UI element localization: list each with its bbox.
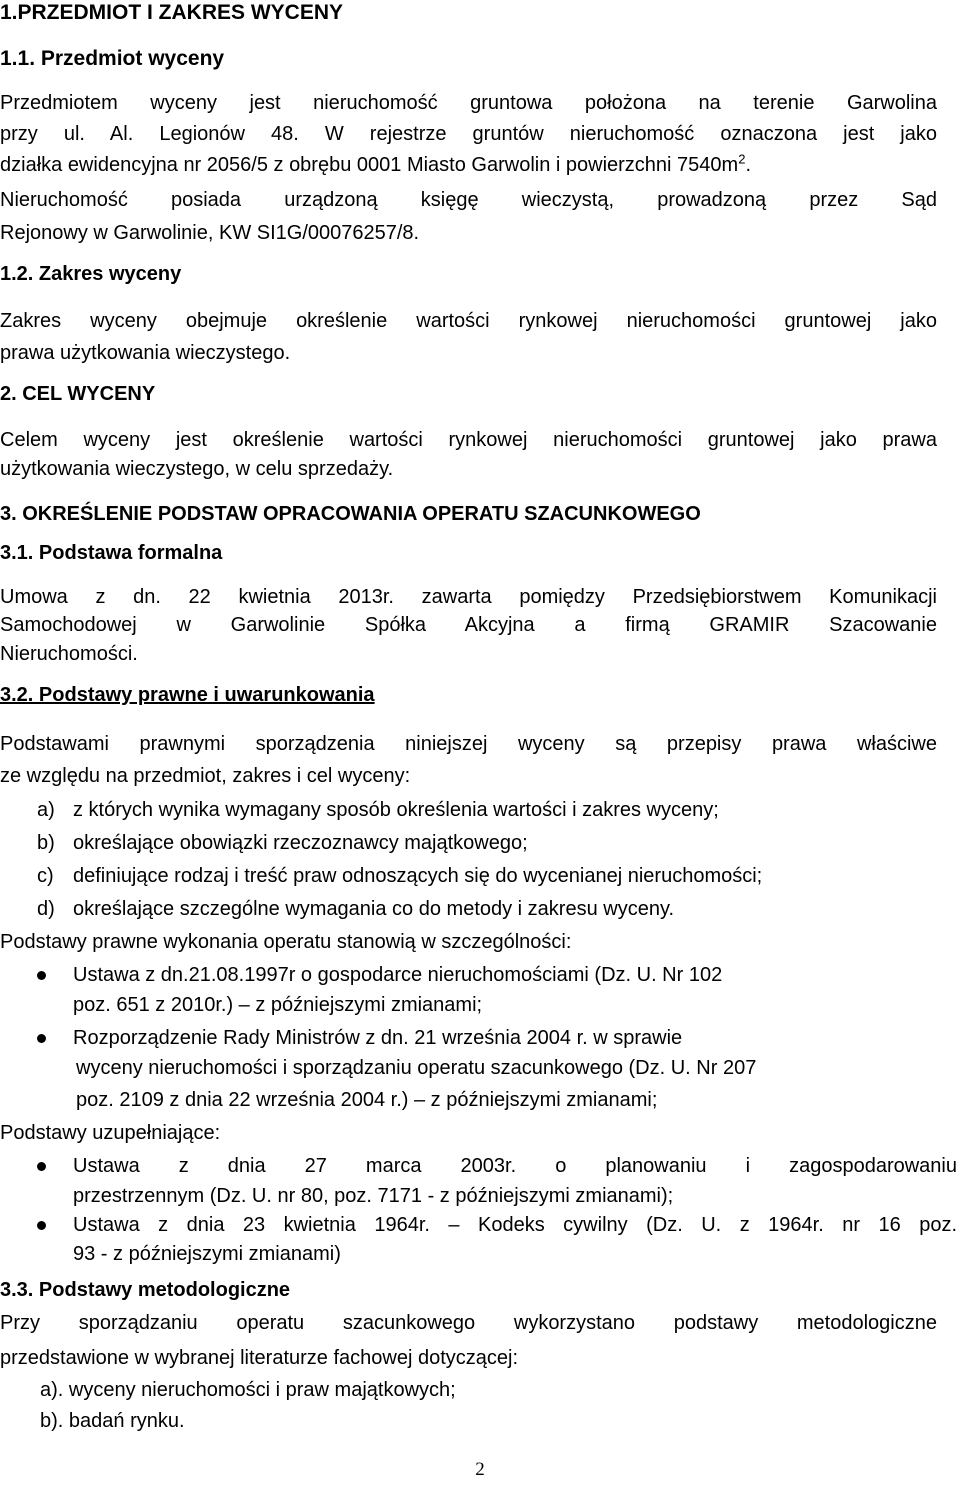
section-1-2-heading: 1.2. Zakres wyceny: [0, 263, 182, 285]
basis-label: Podstawy prawne wykonania operatu stanowią w szczególności:: [0, 931, 572, 953]
paragraph-line: Zakres wyceny obejmuje określenie wartości rynkowej nieruchomości gruntowej jako: [0, 310, 937, 332]
paragraph-line: przedstawione w wybranej literaturze fachowej dotyczącej:: [0, 1347, 519, 1369]
paragraph-line: Podstawami prawnymi sporządzenia niniejszej wyceny są przepisy prawa właściwe: [0, 733, 937, 755]
paragraph-line: Nieruchomości.: [0, 643, 138, 665]
list-marker: b): [37, 832, 55, 854]
paragraph-line: użytkowania wieczystego, w celu sprzedaży.: [0, 458, 394, 480]
bullet-line: wyceny nieruchomości i sporządzaniu operatu szacunkowego (Dz. U. Nr 207: [76, 1057, 757, 1079]
list-item: b). badań rynku.: [40, 1410, 185, 1432]
list-item: a). wyceny nieruchomości i praw majątkowych;: [40, 1379, 456, 1401]
list-item: określające obowiązki rzeczoznawcy majątkowego;: [73, 832, 528, 854]
bullet-icon: [37, 1034, 46, 1043]
area-superscript: 2: [738, 151, 746, 167]
section-3-2-heading: 3.2. Podstawy prawne i uwarunkowania: [0, 684, 375, 706]
section-1-1-heading: 1.1. Przedmiot wyceny: [0, 47, 225, 70]
section-3-3-heading: 3.3. Podstawy metodologiczne: [0, 1279, 291, 1301]
bullet-line: poz. 651 z 2010r.) – z późniejszymi zmianami;: [73, 994, 483, 1016]
paragraph-line: [0, 152, 937, 178]
section-2-heading: 2. CEL WYCENY: [0, 383, 156, 405]
paragraph-line: Umowa z dn. 22 kwietnia 2013r. zawarta pomiędzy Przedsiębiorstwem Komunikacji: [0, 586, 937, 608]
paragraph-line: prawa użytkowania wieczystego.: [0, 342, 291, 364]
bullet-icon: [37, 971, 46, 980]
bullet-line: Ustawa z dnia 23 kwietnia 1964r. – Kodeks cywilny (Dz. U. z 1964r. nr 16 poz.: [73, 1214, 957, 1236]
list-item: z których wynika wymagany sposób określenia wartości i zakres wyceny;: [73, 799, 719, 821]
paragraph-line: ze względu na przedmiot, zakres i cel wyceny:: [0, 765, 411, 787]
paragraph-line: Celem wyceny jest określenie wartości rynkowej nieruchomości gruntowej jako prawa: [0, 429, 937, 451]
bullet-line: Ustawa z dnia 27 marca 2003r. o planowaniu i zagospodarowaniu: [73, 1155, 957, 1177]
bullet-line: poz. 2109 z dnia 22 września 2004 r.) – z późniejszymi zmianami;: [76, 1089, 658, 1111]
list-item: definiujące rodzaj i treść praw odnoszących się do wycenianej nieruchomości;: [73, 865, 763, 887]
paragraph-line: Przedmiotem wyceny jest nieruchomość gruntowa położona na terenie Garwolina: [0, 92, 937, 114]
bullet-icon: [37, 1221, 46, 1230]
page-number: 2: [475, 1459, 485, 1480]
section-1-heading: 1.PRZEDMIOT I ZAKRES WYCENY: [0, 1, 344, 24]
bullet-line: Rozporządzenie Rady Ministrów z dn. 21 września 2004 r. w sprawie: [73, 1027, 683, 1049]
paragraph-line: przy ul. Al. Legionów 48. W rejestrze gruntów nieruchomość oznaczona jest jako: [0, 123, 937, 145]
bullet-line: 93 - z późniejszymi zmianami): [73, 1243, 341, 1265]
paragraph-line: Rejonowy w Garwolinie, KW SI1G/00076257/8.: [0, 222, 420, 244]
bullet-line: przestrzennym (Dz. U. nr 80, poz. 7171 - z późniejszymi zmianami);: [73, 1185, 674, 1207]
bullet-line: Ustawa z dn.21.08.1997r o gospodarce nieruchomościami (Dz. U. Nr 102: [73, 964, 723, 986]
section-3-heading: 3. OKREŚLENIE PODSTAW OPRACOWANIA OPERATU SZACUNKOWEGO: [0, 503, 701, 525]
paragraph-text: .: [745, 154, 751, 176]
section-3-1-heading: 3.1. Podstawa formalna: [0, 542, 223, 564]
paragraph-line: Samochodowej w Garwolinie Spółka Akcyjna a firmą GRAMIR Szacowanie: [0, 614, 937, 636]
supplementary-label: Podstawy uzupełniające:: [0, 1122, 221, 1144]
list-marker: d): [37, 898, 55, 920]
list-marker: c): [37, 865, 54, 887]
bullet-icon: [37, 1162, 46, 1171]
paragraph-text: działka ewidencyjna nr 2056/5 z obrębu 0001 Miasto Garwolin i powierzchni 7540m: [0, 154, 739, 176]
paragraph-line: Nieruchomość posiada urządzoną księgę wieczystą, prowadzoną przez Sąd: [0, 189, 937, 211]
list-marker: a): [37, 799, 55, 821]
list-item: określające szczególne wymagania co do metody i zakresu wyceny.: [73, 898, 675, 920]
paragraph-line: Przy sporządzaniu operatu szacunkowego wykorzystano podstawy metodologiczne: [0, 1312, 937, 1334]
